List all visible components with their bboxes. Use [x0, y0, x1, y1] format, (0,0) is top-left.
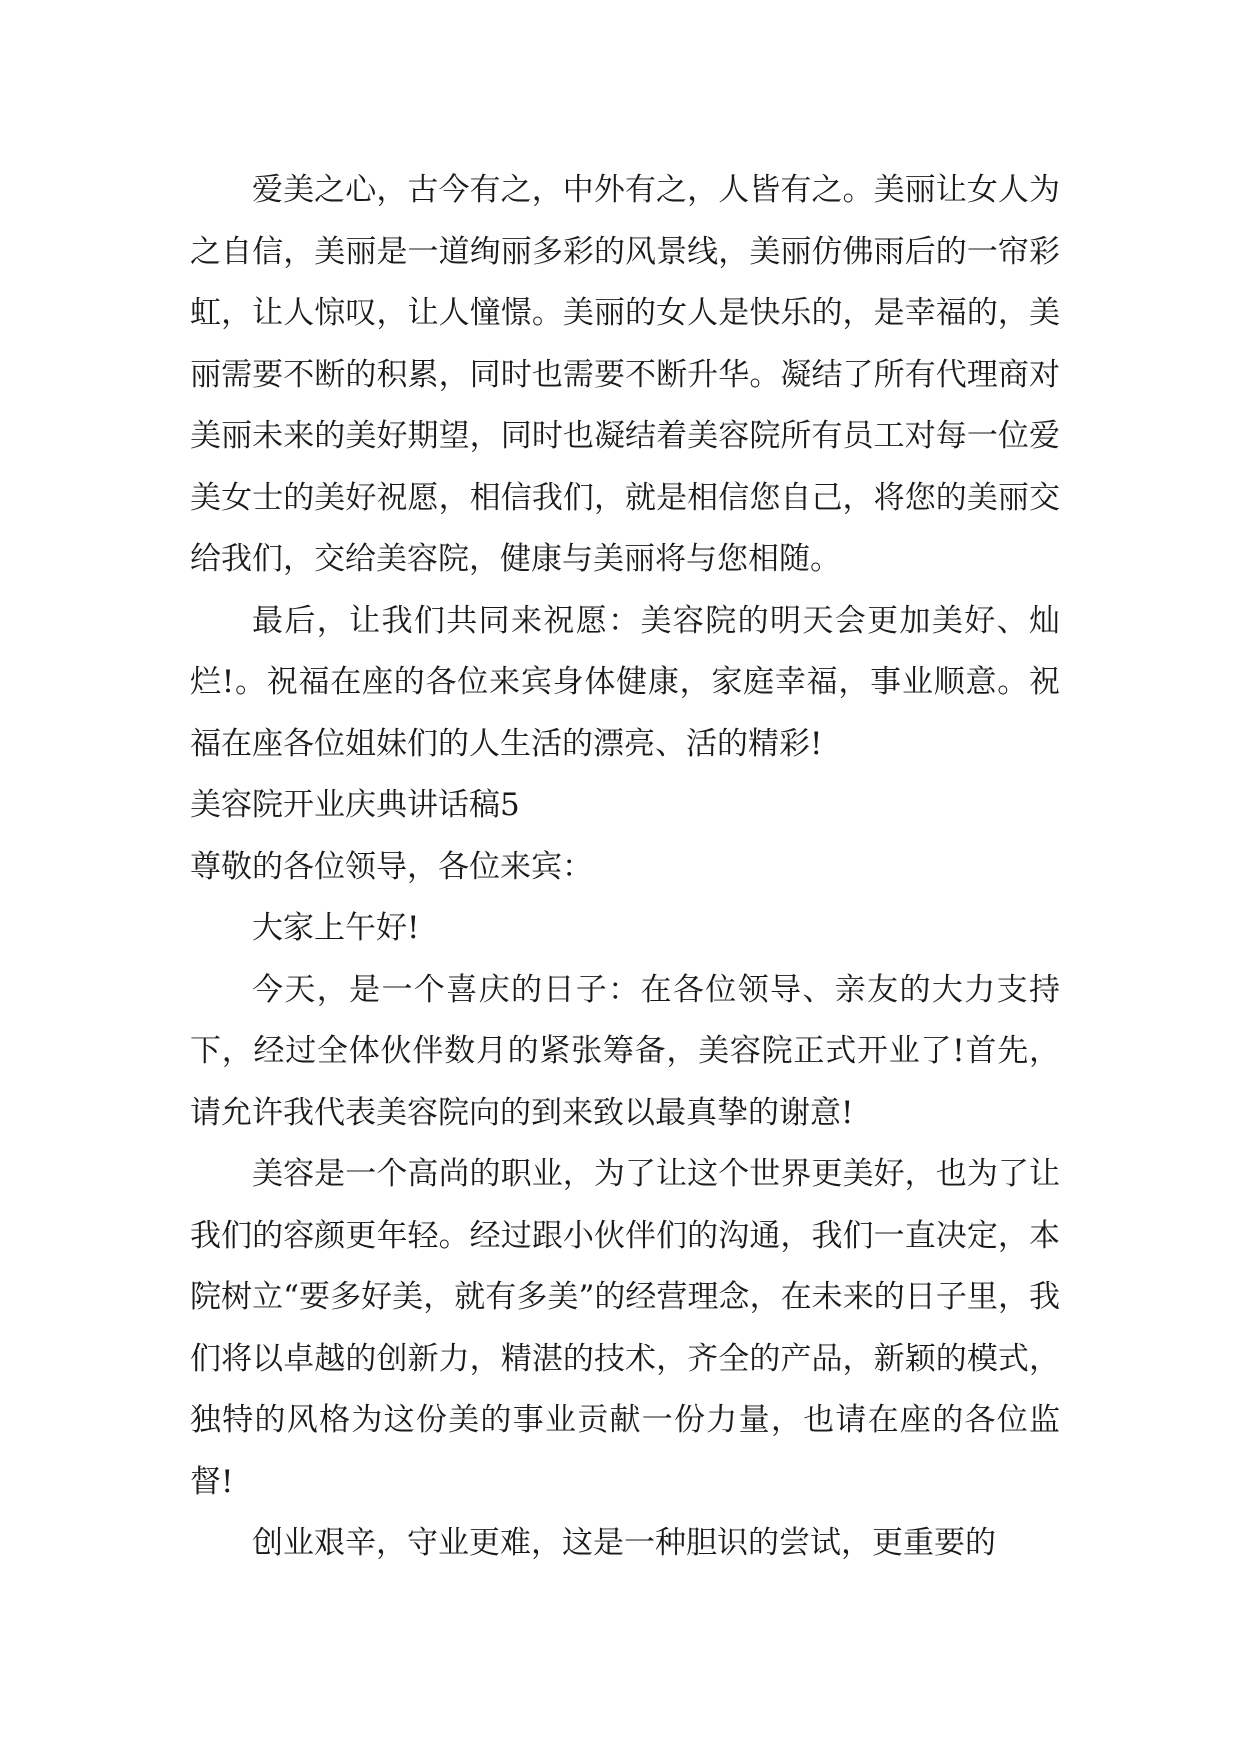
- paragraph-beauty-intro: 爱美之心，古今有之，中外有之，人皆有之。美丽让女人为之自信，美丽是一道绚丽多彩的风景线，美丽仿佛雨后的一帘彩虹，让人惊叹，让人憧憬。美丽的女人是快乐的，是幸福的，美丽需要不断的积累，同时也需要不断升华。凝结了所有代理商对美丽未来的美好期望，同时也凝结着美容院所有员工对每一位爱美女士的美好祝愿，相信我们，就是相信您自己，将您的美丽交给我们，交给美容院，健康与美丽将与您相随。: [190, 172, 1060, 577]
- greeting: 大家上午好!: [252, 910, 420, 946]
- paragraph-opening-day: 今天，是一个喜庆的日子：在各位领导、亲友的大力支持下，经过全体伙伴数月的紧张筹备，美容院正式开业了!首先，请允许我代表美容院向的到来致以最真挚的谢意!: [190, 971, 1060, 1131]
- section-heading: 美容院开业庆典讲话稿5: [190, 787, 520, 823]
- paragraph-philosophy: 美容是一个高尚的职业，为了让这个世界更美好，也为了让我们的容颜更年轻。经过跟小伙伴们的沟通，我们一直决定，本院树立“要多好美，就有多美”的经营理念，在未来的日子里，我们将以卓越的创新力，精湛的技术，齐全的产品，新颖的模式，独特的风格为这份美的事业贡献一份力量，也请在座的各位监督!: [190, 1156, 1060, 1500]
- document-page: [190, 160, 1060, 1575]
- paragraph-entrepreneurship: 创业艰辛，守业更难，这是一种胆识的尝试，更重要的: [252, 1525, 996, 1561]
- paragraph-closing-wishes: 最后，让我们共同来祝愿：美容院的明天会更加美好、灿烂!。祝福在座的各位来宾身体健康，家庭幸福，事业顺意。祝福在座各位姐妹们的人生活的漂亮、活的精彩!: [190, 602, 1060, 762]
- salutation: 尊敬的各位领导，各位来宾：: [190, 848, 593, 885]
